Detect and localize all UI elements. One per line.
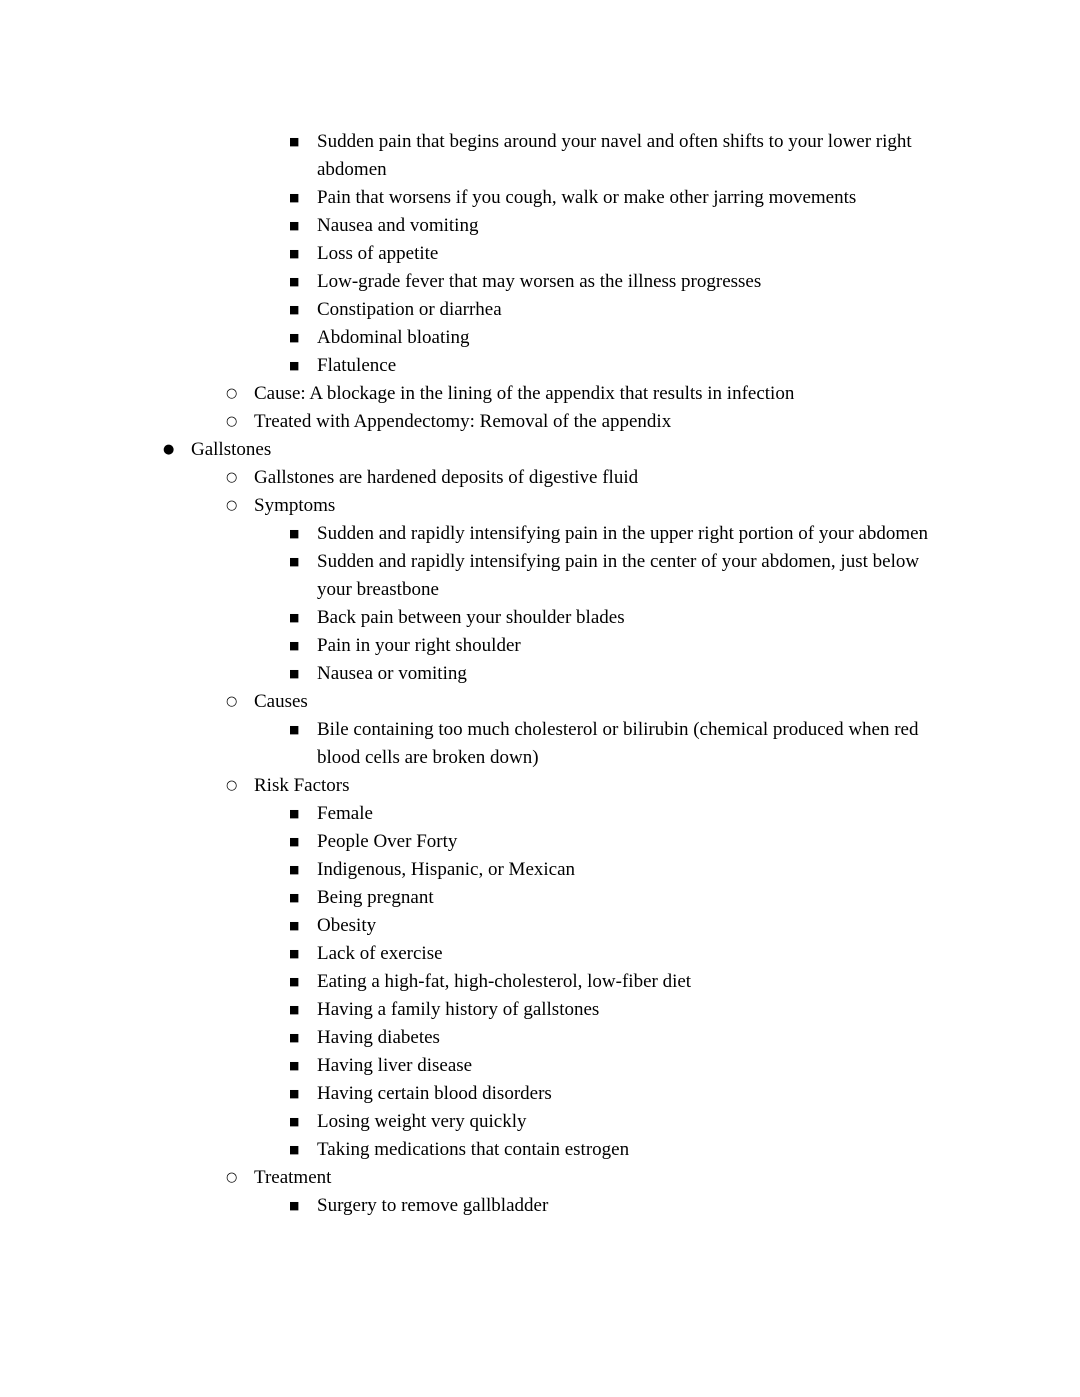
list-item-text: Treated with Appendectomy: Removal of the appendix xyxy=(254,411,672,432)
square-bullet-icon: ■ xyxy=(289,863,300,876)
list-item-text: Abdominal bloating xyxy=(317,327,470,348)
list-item-text: Constipation or diarrhea xyxy=(317,299,502,320)
list-item-text: Female xyxy=(317,803,373,824)
circle-bullet-icon: ○ xyxy=(226,694,238,709)
list-item xyxy=(289,828,935,856)
list-item xyxy=(289,352,935,380)
square-bullet-icon: ■ xyxy=(289,947,300,960)
list-item-text: Sudden pain that begins around your navel and often shifts to your lower right abdomen xyxy=(317,131,912,180)
list-item xyxy=(289,660,935,688)
list-item-text: Taking medications that contain estrogen xyxy=(317,1139,630,1160)
list-item-text: People Over Forty xyxy=(317,831,458,852)
list-item-text: Losing weight very quickly xyxy=(317,1111,527,1132)
list-item xyxy=(289,632,935,660)
square-bullet-icon: ■ xyxy=(289,1143,300,1156)
square-bullet-icon: ■ xyxy=(289,527,300,540)
square-bullet-icon: ■ xyxy=(289,359,300,372)
circle-bullet-icon: ○ xyxy=(226,414,238,429)
circle-bullet-icon: ○ xyxy=(226,1170,238,1185)
list-item-text: Risk Factors xyxy=(254,775,350,796)
list-item xyxy=(289,912,935,940)
list-item xyxy=(289,1052,935,1080)
square-bullet-icon: ■ xyxy=(289,303,300,316)
square-bullet-icon: ■ xyxy=(289,1199,300,1212)
list-item-text: Having certain blood disorders xyxy=(317,1083,552,1104)
list-item-text: Being pregnant xyxy=(317,887,434,908)
list-item xyxy=(289,968,935,996)
square-bullet-icon: ■ xyxy=(289,331,300,344)
list-item xyxy=(226,688,935,716)
list-item xyxy=(289,324,935,352)
square-bullet-icon: ■ xyxy=(289,1003,300,1016)
circle-bullet-icon: ○ xyxy=(226,498,238,513)
list-item xyxy=(226,380,935,408)
square-bullet-icon: ■ xyxy=(289,667,300,680)
list-item xyxy=(289,520,935,548)
list-item-text: Pain in your right shoulder xyxy=(317,635,521,656)
list-item-text: Indigenous, Hispanic, or Mexican xyxy=(317,859,576,880)
list-item xyxy=(289,296,935,324)
list-item-text: Having liver disease xyxy=(317,1055,473,1076)
list-item xyxy=(289,1080,935,1108)
list-item xyxy=(289,128,935,184)
list-item-text: Bile containing too much cholesterol or bilirubin (chemical produced when red blood cells are broken down) xyxy=(317,719,919,768)
list-item-text: Cause: A blockage in the lining of the appendix that results in infection xyxy=(254,383,795,404)
list-item-text: Loss of appetite xyxy=(317,243,439,264)
list-item-text: Having diabetes xyxy=(317,1027,440,1048)
list-item-text: Surgery to remove gallbladder xyxy=(317,1195,549,1216)
square-bullet-icon: ■ xyxy=(289,919,300,932)
square-bullet-icon: ■ xyxy=(289,723,300,736)
list-item xyxy=(289,604,935,632)
circle-bullet-icon: ○ xyxy=(226,386,238,401)
list-item xyxy=(289,1108,935,1136)
list-item-text: Symptoms xyxy=(254,495,336,516)
list-item xyxy=(289,212,935,240)
list-item xyxy=(289,716,935,772)
list-item xyxy=(289,1024,935,1052)
list-item xyxy=(289,1192,935,1220)
list-item xyxy=(289,996,935,1024)
square-bullet-icon: ■ xyxy=(289,611,300,624)
list-item-text: Pain that worsens if you cough, walk or make other jarring movements xyxy=(317,187,857,208)
list-item xyxy=(289,240,935,268)
list-item xyxy=(289,940,935,968)
list-item-text: Obesity xyxy=(317,915,377,936)
list-item-text: Gallstones are hardened deposits of digestive fluid xyxy=(254,467,639,488)
square-bullet-icon: ■ xyxy=(289,835,300,848)
square-bullet-icon: ■ xyxy=(289,1059,300,1072)
list-item-text: Eating a high-fat, high-cholesterol, low-fiber diet xyxy=(317,971,692,992)
list-item-text: Nausea and vomiting xyxy=(317,215,479,236)
list-item xyxy=(163,436,935,464)
list-item xyxy=(226,772,935,800)
list-item-text: Having a family history of gallstones xyxy=(317,999,600,1020)
list-item xyxy=(226,464,935,492)
square-bullet-icon: ■ xyxy=(289,135,300,148)
list-item-text: Sudden and rapidly intensifying pain in the upper right portion of your abdomen xyxy=(317,523,929,544)
list-item xyxy=(289,268,935,296)
square-bullet-icon: ■ xyxy=(289,1115,300,1128)
list-item-text: Gallstones xyxy=(191,439,272,460)
square-bullet-icon: ■ xyxy=(289,275,300,288)
list-item-text: Back pain between your shoulder blades xyxy=(317,607,625,628)
list-item xyxy=(289,884,935,912)
list-item xyxy=(289,1136,935,1164)
list-item-text: Low-grade fever that may worsen as the illness progresses xyxy=(317,271,762,292)
list-item xyxy=(226,408,935,436)
square-bullet-icon: ■ xyxy=(289,247,300,260)
list-item-text: Sudden and rapidly intensifying pain in the center of your abdomen, just below your breastbone xyxy=(317,551,920,600)
list-item-text: Treatment xyxy=(254,1167,332,1188)
list-item xyxy=(289,184,935,212)
list-item-text: Causes xyxy=(254,691,308,712)
list-item xyxy=(289,548,935,604)
list-item-text: Lack of exercise xyxy=(317,943,443,964)
list-item-text: Nausea or vomiting xyxy=(317,663,467,684)
list-item xyxy=(226,492,935,520)
list-item xyxy=(289,800,935,828)
square-bullet-icon: ■ xyxy=(289,555,300,568)
square-bullet-icon: ■ xyxy=(289,191,300,204)
square-bullet-icon: ■ xyxy=(289,1087,300,1100)
square-bullet-icon: ■ xyxy=(289,975,300,988)
list-item xyxy=(226,1164,935,1192)
list-item-text: Flatulence xyxy=(317,355,397,376)
square-bullet-icon: ■ xyxy=(289,1031,300,1044)
square-bullet-icon: ■ xyxy=(289,639,300,652)
square-bullet-icon: ■ xyxy=(289,807,300,820)
list-item xyxy=(289,856,935,884)
circle-bullet-icon: ○ xyxy=(226,778,238,793)
square-bullet-icon: ■ xyxy=(289,891,300,904)
square-bullet-icon: ■ xyxy=(289,219,300,232)
circle-bullet-icon: ○ xyxy=(226,470,238,485)
disc-bullet-icon: ● xyxy=(163,442,175,457)
